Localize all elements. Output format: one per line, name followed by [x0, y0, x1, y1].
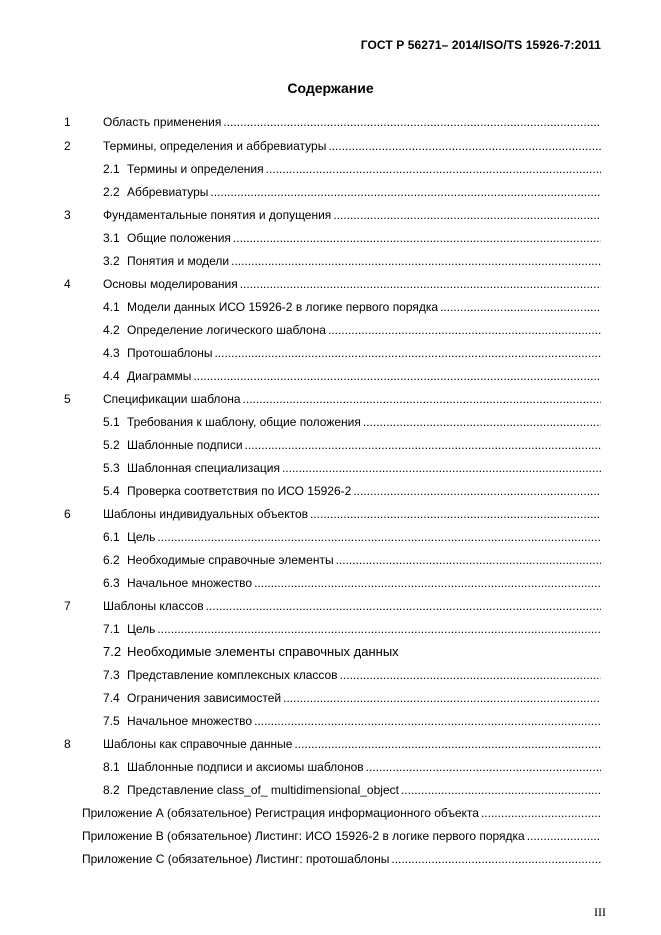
toc-section-number: 5 — [64, 392, 71, 406]
page-title: Содержание — [287, 80, 374, 96]
toc-subsection-number: 6.1 — [103, 530, 120, 544]
toc-row — [0, 619, 661, 639]
toc-subsection-number: 3.1 — [103, 231, 120, 245]
toc-subsection-number: 6.3 — [103, 576, 120, 590]
toc-row — [0, 711, 661, 731]
toc-entry-title: Диаграммы — [127, 369, 192, 383]
toc-entry[interactable] — [103, 619, 601, 639]
toc-entry[interactable] — [103, 573, 601, 593]
toc-subsection-number: 8.1 — [103, 760, 120, 774]
toc-entry[interactable] — [103, 274, 601, 294]
toc-entry[interactable] — [103, 366, 601, 386]
toc-row — [0, 803, 661, 823]
toc-entry-title: Представление комплексных классов — [127, 668, 338, 682]
toc-entry-title: Шаблоны индивидуальных объектов — [103, 507, 309, 521]
toc-entry[interactable] — [103, 228, 601, 248]
toc-entry-title: Определение логического шаблона — [127, 323, 326, 337]
toc-entry[interactable] — [103, 550, 601, 570]
toc-section-number: 7 — [64, 599, 71, 613]
toc-dot-leader — [245, 435, 601, 455]
toc-entry[interactable] — [103, 320, 601, 340]
toc-entry-title: Фундаментальные понятия и допущения — [103, 208, 332, 222]
toc-entry[interactable] — [103, 458, 601, 478]
toc-entry-title: Приложение С (обязательное) Листинг: протошаблоны — [82, 852, 390, 866]
toc-subsection-number: 3.2 — [103, 254, 120, 268]
toc-dot-leader — [254, 573, 601, 593]
document-standard-header: ГОСТ Р 56271– 2014/ISO/TS 15926-7:2011 — [360, 38, 601, 52]
toc-dot-leader — [157, 527, 601, 547]
toc-dot-leader — [240, 274, 601, 294]
toc-entry-title: Спецификации шаблона — [103, 392, 241, 406]
toc-entry-title: Шаблонные подписи и аксиомы шаблонов — [127, 760, 364, 774]
toc-section-number: 4 — [64, 277, 71, 291]
toc-subsection-number: 7.2 — [103, 644, 122, 659]
toc-row — [0, 573, 661, 593]
toc-row — [0, 274, 661, 294]
toc-entry[interactable] — [82, 803, 601, 823]
toc-row — [0, 136, 661, 156]
toc-entry-title: Протошаблоны — [127, 346, 213, 360]
toc-subsection-number: 6.2 — [103, 553, 120, 567]
toc-dot-leader — [233, 228, 601, 248]
toc-entry[interactable] — [103, 343, 601, 363]
toc-entry[interactable] — [103, 251, 601, 271]
toc-entry-title: Необходимые справочные элементы — [127, 553, 334, 567]
toc-entry[interactable] — [103, 596, 601, 616]
toc-dot-leader — [310, 504, 601, 524]
toc-entry[interactable] — [103, 112, 601, 132]
toc-row — [0, 504, 661, 524]
toc-entry-title: Представление class_of_ multidimensional_object — [127, 783, 399, 797]
toc-entry[interactable] — [82, 849, 601, 869]
toc-entry-title: Понятия и модели — [127, 254, 230, 268]
toc-row — [0, 366, 661, 386]
toc-dot-leader — [193, 366, 601, 386]
toc-entry-title: Шаблоны как справочные данные — [103, 737, 293, 751]
toc-entry[interactable] — [103, 412, 601, 432]
toc-entry[interactable] — [103, 711, 601, 731]
toc-row — [0, 458, 661, 478]
toc-entry-title: Шаблоны классов — [103, 599, 204, 613]
toc-subsection-number: 7.5 — [103, 714, 120, 728]
toc-dot-leader — [333, 205, 601, 225]
toc-row — [0, 550, 661, 570]
toc-entry-title: Термины и определения — [127, 162, 264, 176]
toc-row — [0, 757, 661, 777]
toc-subsection-number: 5.4 — [103, 484, 120, 498]
toc-entry[interactable] — [103, 389, 601, 409]
toc-entry-title: Основы моделирования — [103, 277, 238, 291]
toc-section-number: 3 — [64, 208, 71, 222]
toc-dot-leader — [210, 182, 601, 202]
toc-entry-title: Модели данных ИСО 15926-2 в логике первого порядка — [127, 300, 439, 314]
toc-dot-leader — [231, 251, 601, 271]
toc-dot-leader — [353, 481, 601, 501]
toc-dot-leader — [340, 665, 601, 685]
toc-subsection-number: 7.4 — [103, 691, 120, 705]
toc-section-number: 1 — [64, 115, 71, 129]
toc-entry[interactable] — [103, 665, 601, 685]
toc-section-number: 2 — [64, 139, 71, 153]
toc-entry-title: Приложение А (обязательное) Регистрация информационного объекта — [82, 806, 479, 820]
toc-row — [0, 849, 661, 869]
toc-entry-title: Начальное множество — [127, 714, 253, 728]
toc-subsection-number: 4.1 — [103, 300, 120, 314]
toc-entry-title: Проверка соответствия по ИСО 15926-2 — [127, 484, 352, 498]
toc-row — [0, 481, 661, 501]
toc-row — [0, 596, 661, 616]
toc-entry-title: Общие положения — [127, 231, 231, 245]
toc-row — [0, 734, 661, 754]
toc-dot-leader — [282, 458, 601, 478]
toc-subsection-number: 4.2 — [103, 323, 120, 337]
toc-entry-title: Аббревиатуры — [127, 185, 209, 199]
toc-dot-leader — [206, 596, 601, 616]
toc-dot-leader — [401, 780, 601, 800]
toc-entry-title: Термины, определения и аббревиатуры — [103, 139, 327, 153]
toc-subsection-number: 4.3 — [103, 346, 120, 360]
toc-dot-leader — [243, 389, 601, 409]
toc-dot-leader — [266, 159, 601, 179]
toc-subsection-number: 5.3 — [103, 461, 120, 475]
toc-row — [0, 642, 661, 662]
toc-row — [0, 159, 661, 179]
toc-entry-title: Цель — [127, 530, 156, 544]
toc-entry[interactable] — [103, 481, 601, 501]
toc-entry[interactable] — [103, 734, 601, 754]
toc-dot-leader — [157, 619, 601, 639]
toc-entry-title: Необходимые элементы справочных данных — [127, 644, 399, 659]
toc-dot-leader — [366, 757, 601, 777]
toc-dot-leader — [328, 136, 601, 156]
toc-entry-title: Шаблонные подписи — [127, 438, 243, 452]
toc-subsection-number: 7.1 — [103, 622, 120, 636]
toc-entry[interactable] — [103, 757, 601, 777]
toc-entry-title: Начальное множество — [127, 576, 253, 590]
toc-dot-leader — [363, 412, 601, 432]
toc-subsection-number: 5.1 — [103, 415, 120, 429]
toc-subsection-number: 7.3 — [103, 668, 120, 682]
toc-row — [0, 826, 661, 846]
toc-subsection-number: 2.2 — [103, 185, 120, 199]
toc-entry[interactable] — [103, 780, 601, 800]
toc-entry[interactable] — [103, 435, 601, 455]
toc-entry-title: Ограничения зависимостей — [127, 691, 282, 705]
toc-dot-leader — [440, 297, 601, 317]
toc-dot-leader — [294, 734, 601, 754]
toc-row — [0, 527, 661, 547]
toc-row — [0, 112, 661, 132]
toc-entry[interactable] — [103, 642, 601, 662]
toc-subsection-number: 8.2 — [103, 783, 120, 797]
toc-dot-leader — [328, 320, 601, 340]
toc-row — [0, 665, 661, 685]
toc-row — [0, 343, 661, 363]
toc-subsection-number: 5.2 — [103, 438, 120, 452]
toc-row — [0, 297, 661, 317]
toc-dot-leader — [391, 849, 601, 869]
toc-dot-leader — [214, 343, 601, 363]
toc-entry[interactable] — [103, 205, 601, 225]
toc-row — [0, 389, 661, 409]
toc-dot-leader — [481, 803, 601, 823]
toc-entry-title: Область применения — [103, 115, 222, 129]
toc-entry-title: Требования к шаблону, общие положения — [127, 415, 361, 429]
page-number: III — [594, 905, 606, 919]
toc-subsection-number: 4.4 — [103, 369, 120, 383]
toc-subsection-number: 2.1 — [103, 162, 120, 176]
toc-entry-title: Шаблонная специализация — [127, 461, 280, 475]
toc-row — [0, 688, 661, 708]
toc-row — [0, 435, 661, 455]
toc-entry[interactable] — [103, 297, 601, 317]
toc-row — [0, 320, 661, 340]
toc-dot-leader — [336, 550, 601, 570]
toc-dot-leader — [283, 688, 601, 708]
toc-entry-title: Приложение В (обязательное) Листинг: ИСО 15926-2 в логике первого порядка — [82, 829, 525, 843]
toc-dot-leader — [254, 711, 601, 731]
toc-entry[interactable] — [103, 159, 601, 179]
toc-entry-title: Цель — [127, 622, 156, 636]
toc-row — [0, 182, 661, 202]
toc-entry[interactable] — [103, 136, 601, 156]
toc-row — [0, 412, 661, 432]
toc-section-number: 6 — [64, 507, 71, 521]
toc-entry[interactable] — [103, 688, 601, 708]
toc-entry[interactable] — [103, 527, 601, 547]
toc-row — [0, 228, 661, 248]
toc-dot-leader — [223, 112, 601, 132]
toc-row — [0, 251, 661, 271]
toc-entry[interactable] — [103, 182, 601, 202]
toc-entry[interactable] — [103, 504, 601, 524]
toc-dot-leader — [527, 826, 601, 846]
toc-entry[interactable] — [82, 826, 601, 846]
toc-row — [0, 205, 661, 225]
toc-section-number: 8 — [64, 737, 71, 751]
toc-row — [0, 780, 661, 800]
